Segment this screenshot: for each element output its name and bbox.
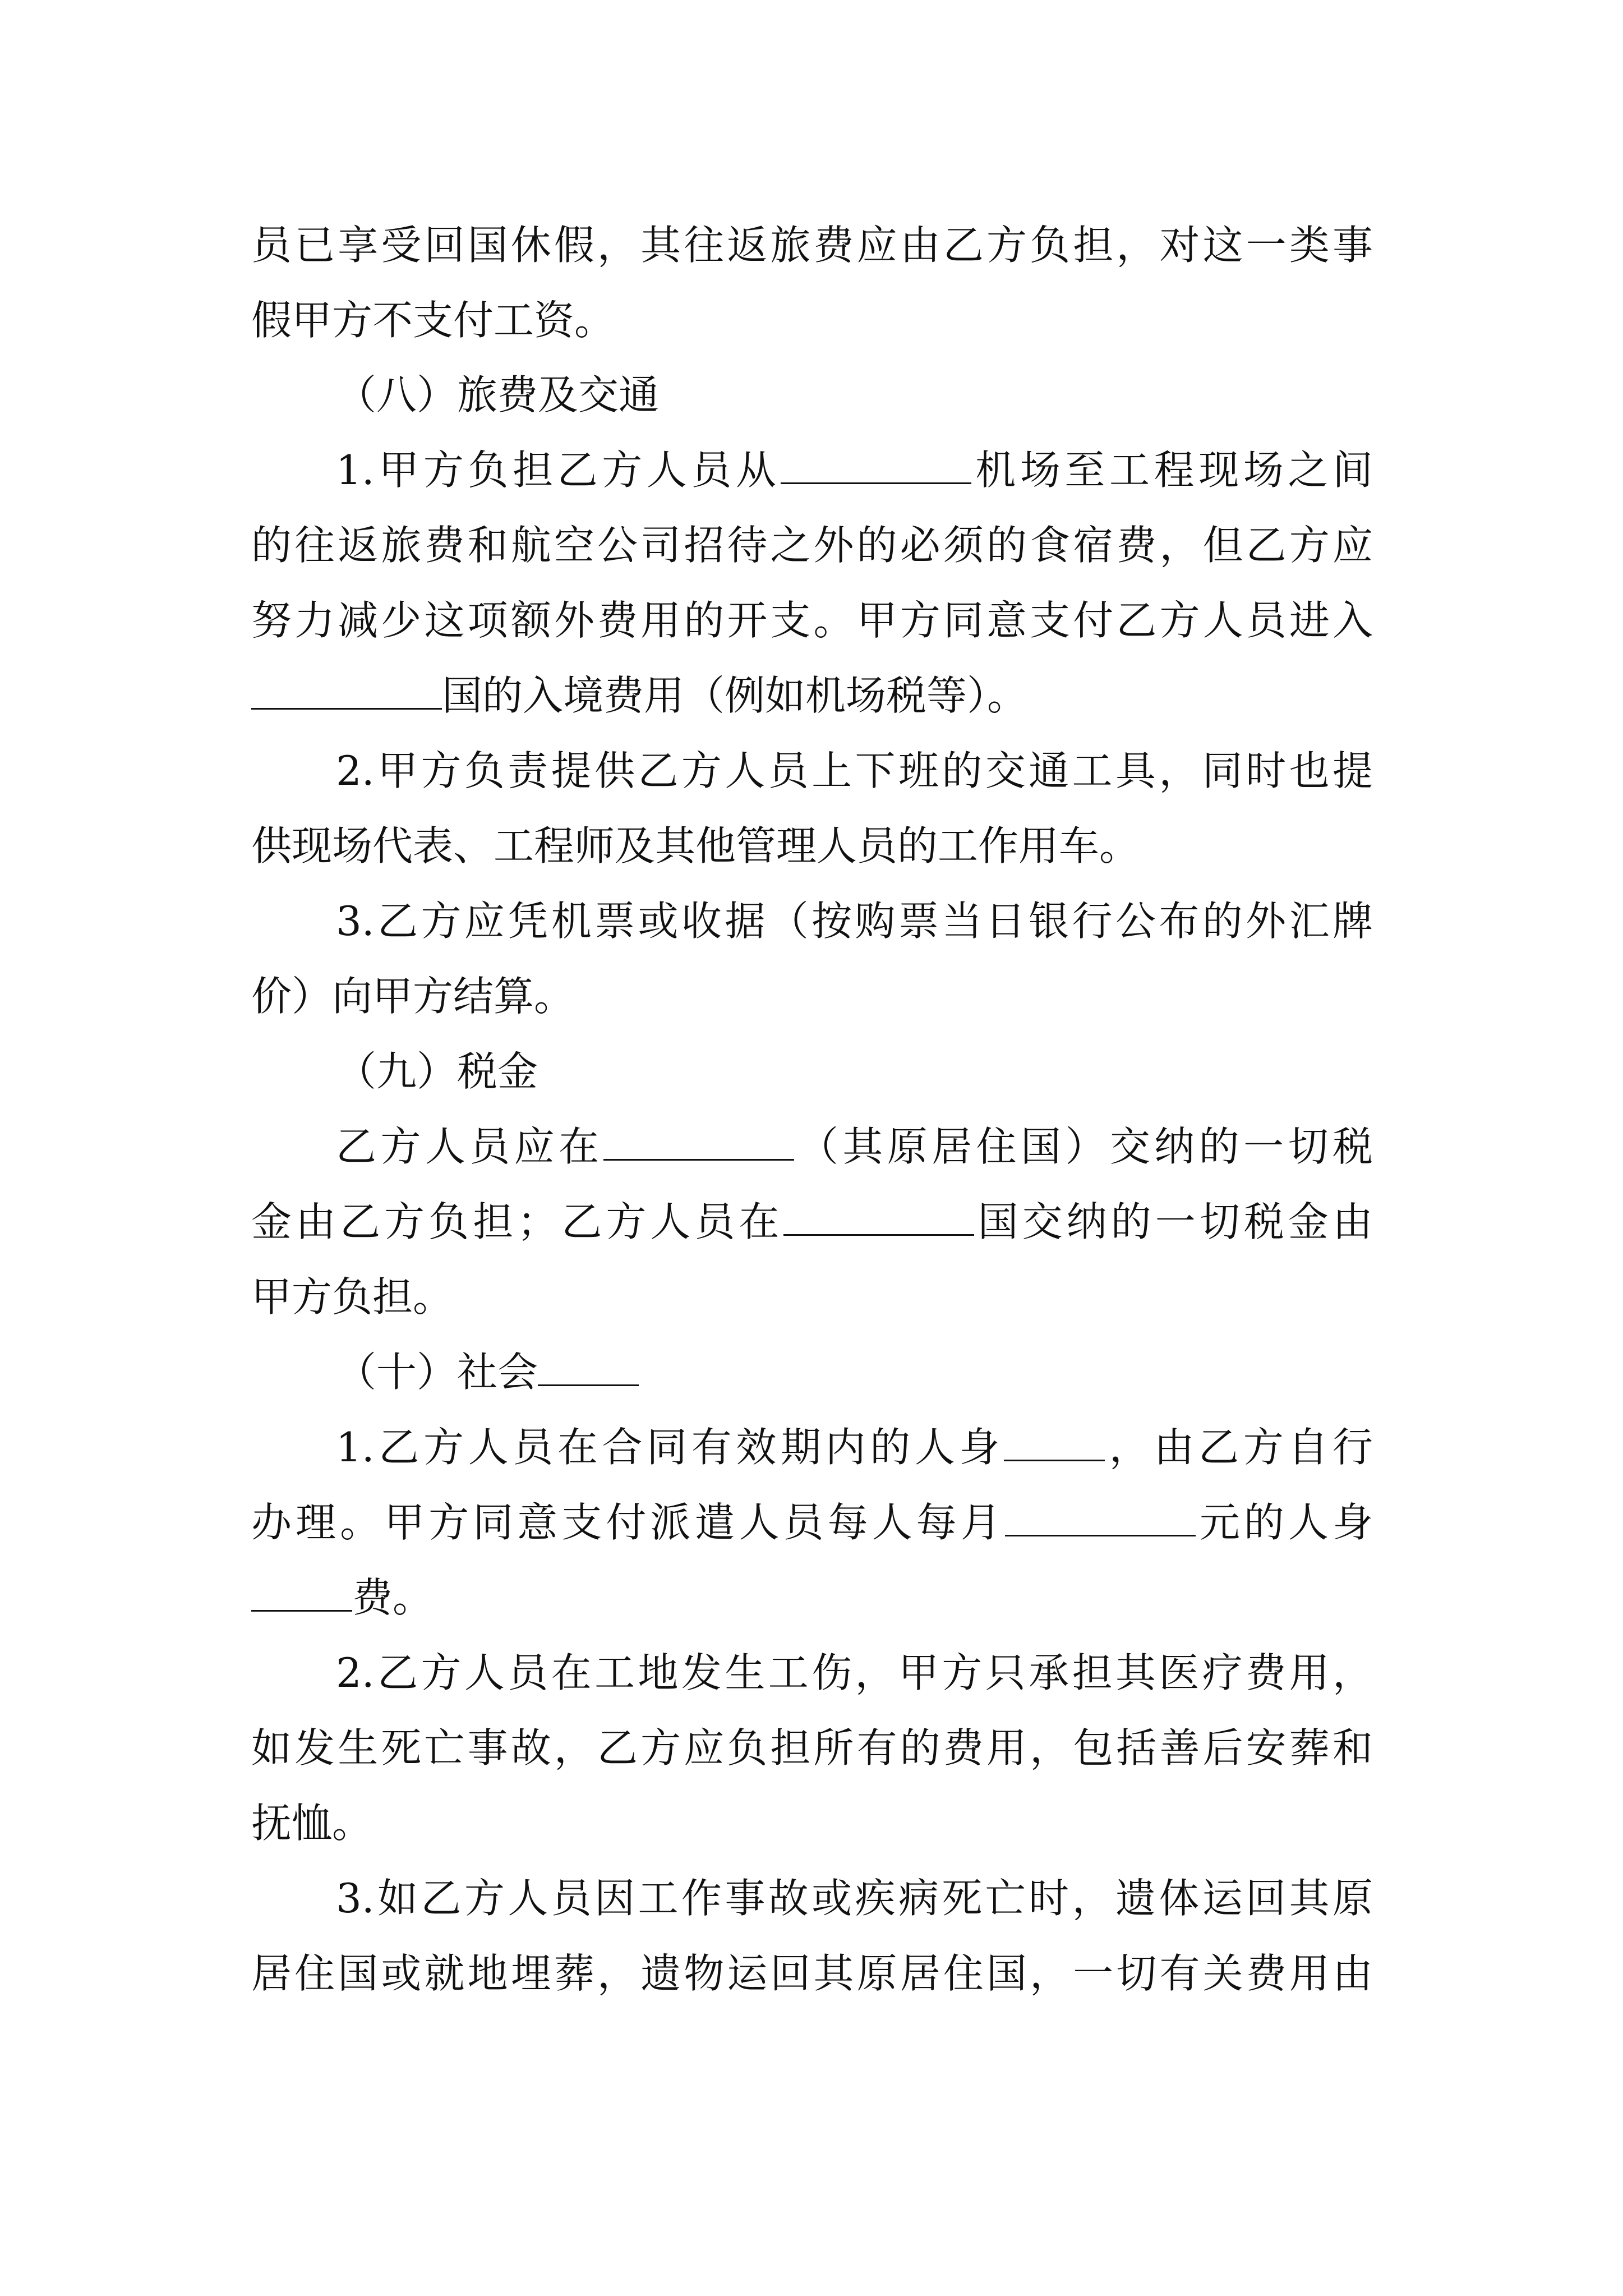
text-line: 如发生死亡事故，乙方应负担所有的费用，包括善后安葬和 xyxy=(251,1724,1373,1772)
text-line: 员已享受回国休假，其往返旅费应由乙方负担，对这一类事 xyxy=(251,222,1373,269)
text-line: 3.如乙方人员因工作事故或疾病死亡时，遗体运回其原 xyxy=(336,1875,1373,1922)
text-line: 3.乙方应凭机票或收据（按购票当日银行公布的外汇牌 xyxy=(336,898,1373,945)
fill-in-blank[interactable] xyxy=(251,668,442,710)
text-line: 1.甲方负担乙方人员从 机场至工程现场之间 xyxy=(336,436,1373,504)
text-line: 居住国或就地埋葬，遗物运回其原居住国，一切有关费用由 xyxy=(251,1950,1373,1997)
text-line: 价）向甲方结算。 xyxy=(251,973,575,1020)
text-line: 抚恤。 xyxy=(251,1800,373,1847)
fill-in-blank[interactable] xyxy=(783,1194,974,1236)
fill-in-blank[interactable] xyxy=(1005,1494,1196,1536)
fill-in-blank[interactable] xyxy=(538,1344,639,1386)
text-line: 努力减少这项额外费用的开支。甲方同意支付乙方人员进入 xyxy=(251,597,1373,644)
section-heading: （十）社会 xyxy=(336,1338,639,1406)
text-line: 甲方负担。 xyxy=(251,1273,454,1320)
text-line: 金由乙方负担；乙方人员在 国交纳的一切税金由 xyxy=(251,1188,1373,1255)
text-line: 办理。甲方同意支付派遣人员每人每月 元的人身 xyxy=(251,1489,1373,1556)
text-line: 的往返旅费和航空公司招待之外的必须的食宿费，但乙方应 xyxy=(251,522,1373,569)
section-heading: （九）税金 xyxy=(336,1048,538,1095)
text-line: 供现场代表、工程师及其他管理人员的工作用车。 xyxy=(251,822,1140,869)
text-line: 乙方人员应在 （其原居住国）交纳的一切税 xyxy=(336,1113,1373,1180)
text-line: 2.甲方负责提供乙方人员上下班的交通工具，同时也提 xyxy=(336,747,1373,794)
fill-in-blank[interactable] xyxy=(781,442,971,484)
text-line: 2.乙方人员在工地发生工伤，甲方只承担其医疗费用， xyxy=(336,1649,1373,1696)
section-heading: （八）旅费及交通 xyxy=(336,371,660,418)
fill-in-blank[interactable] xyxy=(1004,1419,1105,1461)
text-line: 假甲方不支付工资。 xyxy=(251,297,615,344)
fill-in-blank[interactable] xyxy=(251,1570,352,1612)
text-line: 费。 xyxy=(251,1564,1373,1631)
fill-in-blank[interactable] xyxy=(603,1119,794,1161)
text-line: 国的入境费用（例如机场税等）。 xyxy=(251,662,1373,729)
text-line: 1.乙方人员在合同有效期内的人身 ，由乙方自行 xyxy=(336,1414,1373,1481)
